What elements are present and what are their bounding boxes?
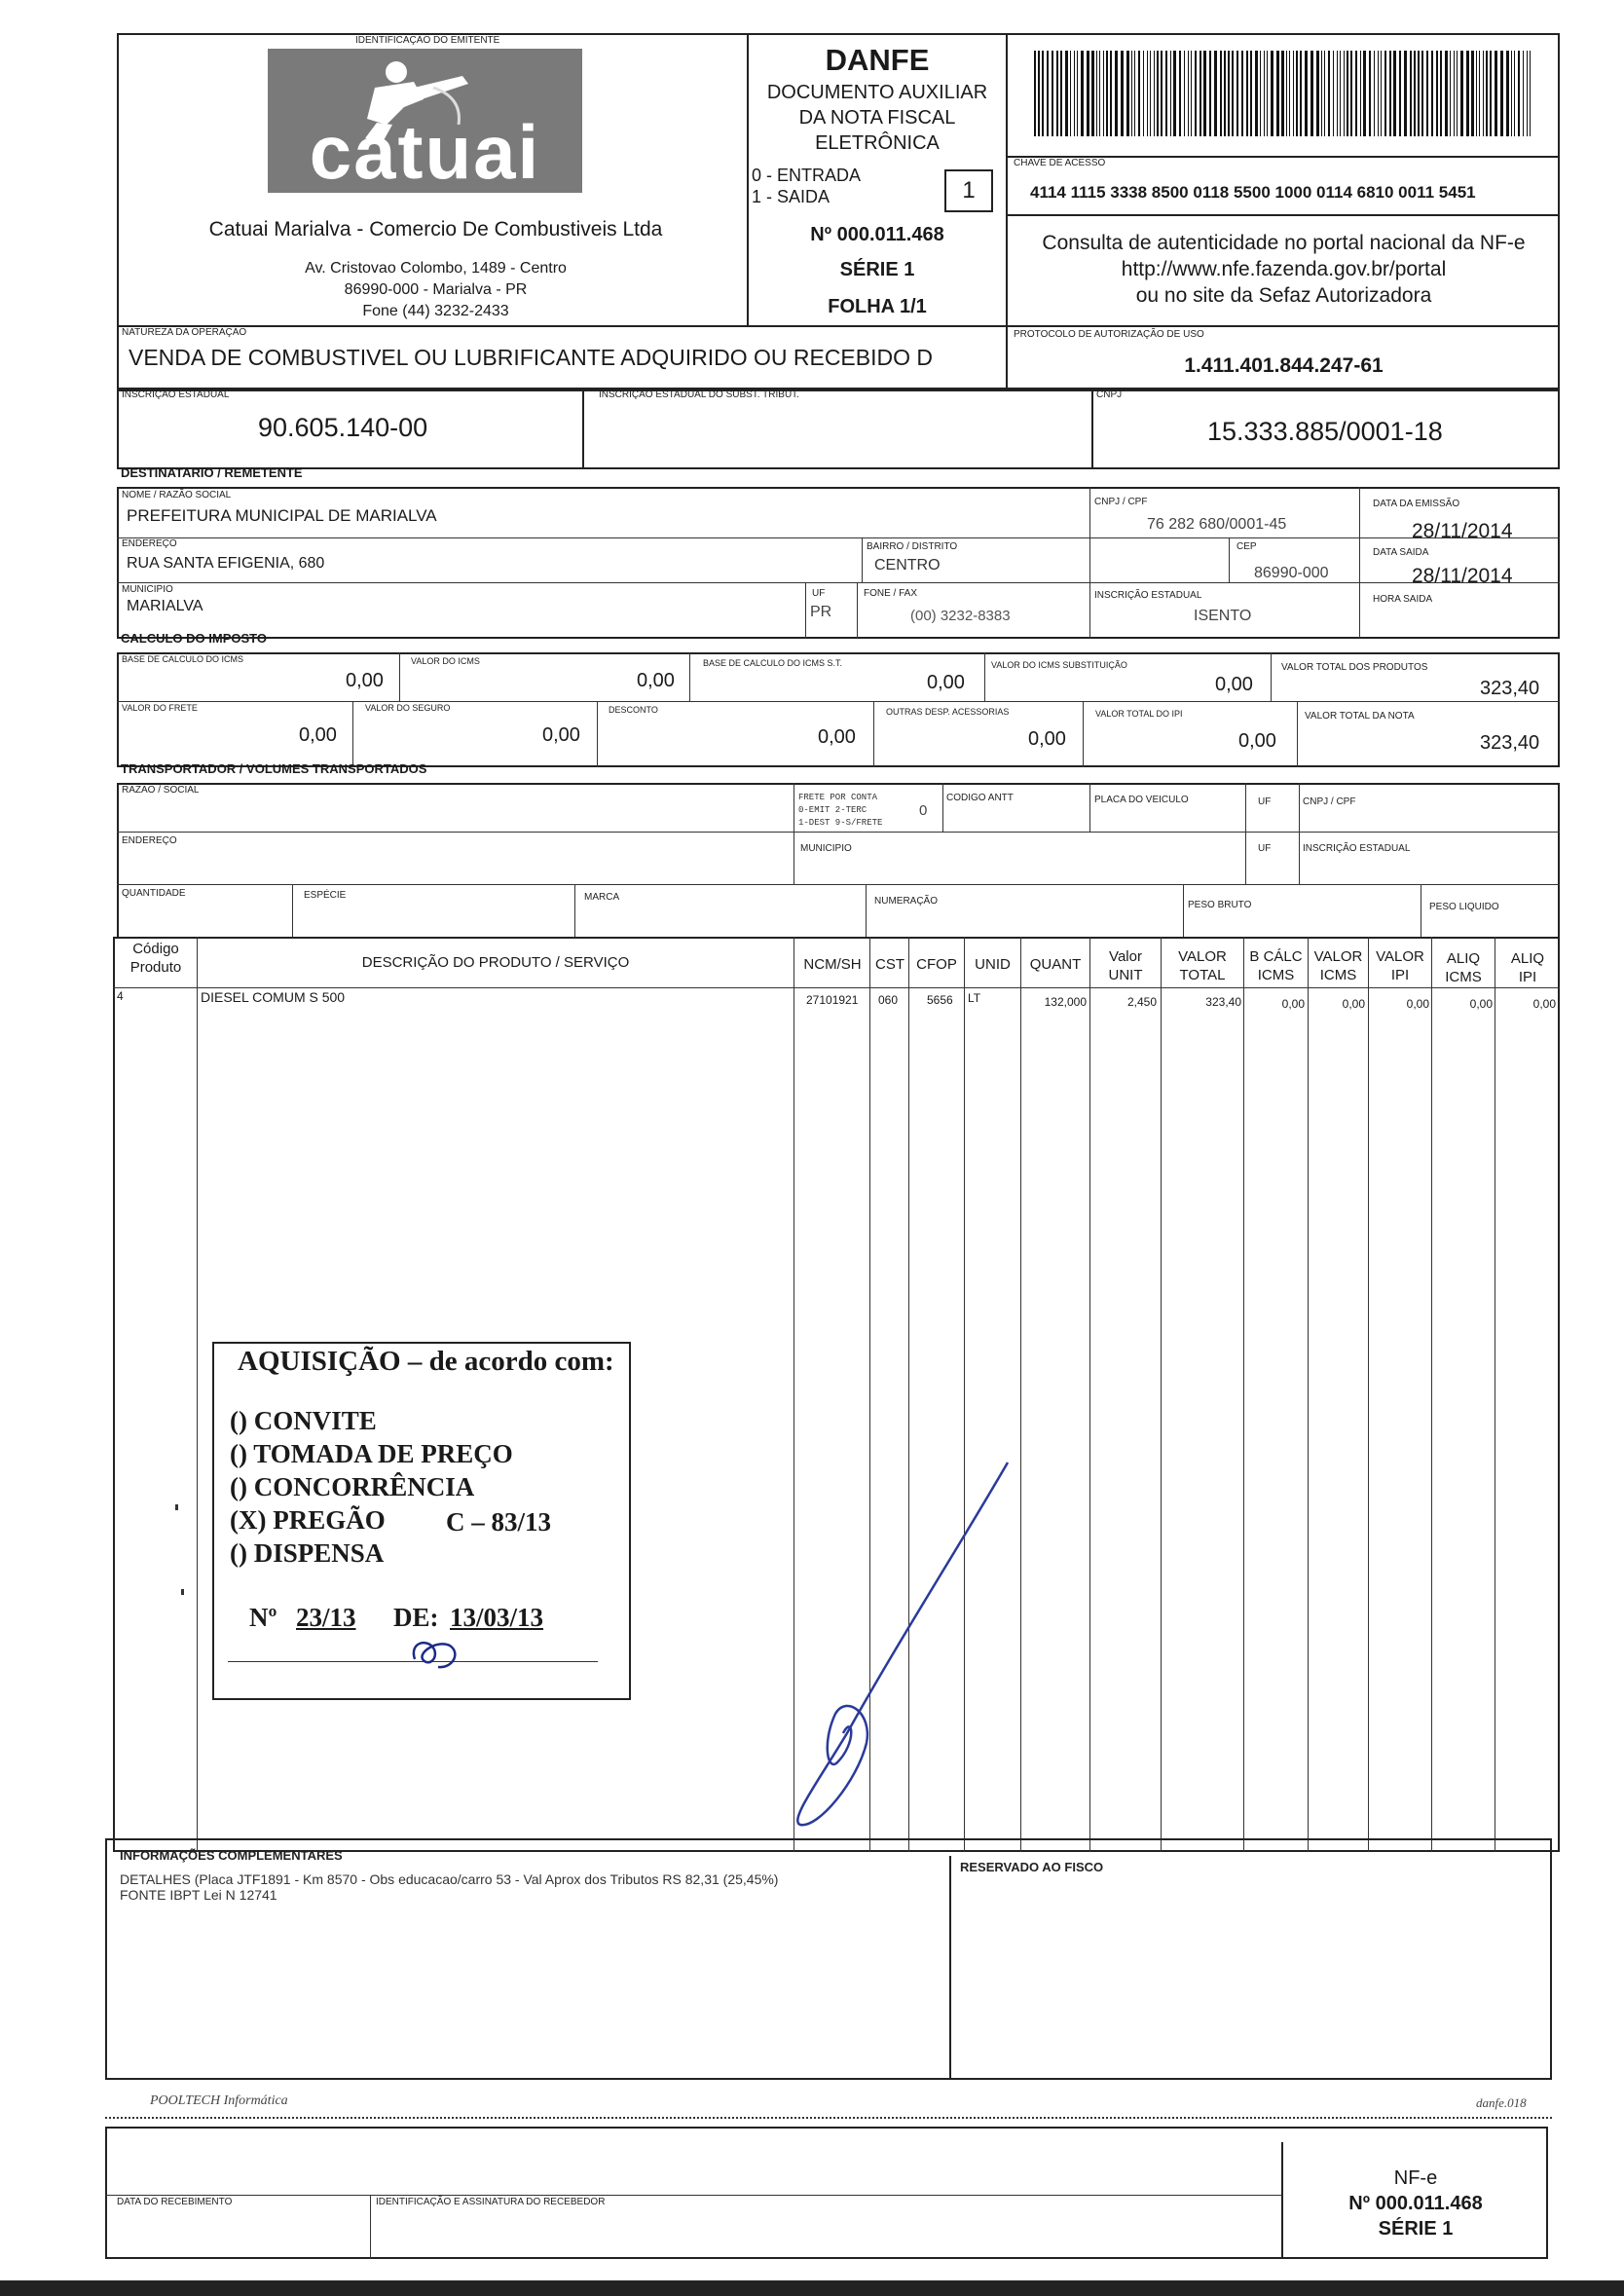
ipi-label: VALOR TOTAL DO IPI [1095, 709, 1183, 719]
dest-endereco-label: ENDEREÇO [122, 538, 177, 549]
item-aicms: 0,00 [1469, 997, 1493, 1011]
transp-razao-label: RAZÃO / SOCIAL [122, 785, 200, 796]
transp-uf-label: UF [1258, 796, 1272, 807]
dest-cnpj: 76 282 680/0001-45 [1147, 516, 1287, 533]
barcode-bar [1264, 51, 1265, 136]
chave-value: 4114 1115 3338 8500 0118 5500 1000 0114 6810 0011 5451 [1030, 183, 1476, 202]
transp-uf2-label: UF [1258, 843, 1272, 854]
barcode-bar [1490, 51, 1492, 136]
barcode-bar [1511, 51, 1512, 136]
barcode-bar [1232, 51, 1234, 136]
barcode-bar [1260, 51, 1261, 136]
danfe-subtitle-2: DA NOTA FISCAL [798, 107, 956, 129]
canhoto-assinatura-label: IDENTIFICAÇÃO E ASSINATURA DO RECEBEDOR [376, 2197, 606, 2207]
item-aipi: 0,00 [1532, 997, 1556, 1011]
barcode-bar [1384, 51, 1386, 136]
barcode-bar [1518, 51, 1520, 136]
th-codigo-1: Código [132, 941, 179, 957]
th-aicms-1: ALIQ [1446, 950, 1481, 967]
base-icms-label: BASE DE CALCULO DO ICMS [122, 654, 244, 664]
emitente-cep: 86990-000 - Marialva - PR [344, 281, 528, 298]
th-codigo-2: Produto [129, 959, 182, 976]
th-cst: CST [875, 956, 904, 973]
frete: 0,00 [299, 724, 337, 746]
canhoto-nfe: NF-e [1393, 2167, 1438, 2189]
desconto: 0,00 [818, 726, 856, 748]
th-aicms-2: ICMS [1445, 969, 1482, 985]
th-vipi-1: VALOR [1376, 948, 1424, 965]
barcode-bar [1466, 51, 1469, 136]
barcode-bar [1150, 51, 1151, 136]
barcode-bar [1506, 51, 1509, 136]
ipi: 0,00 [1238, 730, 1276, 752]
th-bcalc-2: ICMS [1257, 967, 1295, 983]
th-vicms-1: VALOR [1313, 948, 1363, 965]
outras: 0,00 [1028, 728, 1066, 750]
barcode-bar [1081, 51, 1084, 136]
barcode-bar [1131, 51, 1132, 136]
danfe-saida: 1 - SAIDA [752, 187, 830, 206]
stamp-opt-pregao: (X) PREGÃO [230, 1505, 386, 1535]
signature-icon [779, 1451, 1032, 1840]
dest-saida: 28/11/2014 [1412, 565, 1513, 587]
transp-antt-label: CODIGO ANTT [946, 793, 1014, 803]
emitente-label: IDENTIFICAÇÃO DO EMITENTE [355, 35, 500, 46]
barcode-bar [1224, 51, 1226, 136]
barcode-bar [1483, 51, 1484, 136]
valor-icms: 0,00 [637, 670, 675, 691]
th-quant: QUANT [1029, 956, 1082, 973]
dest-cep-label: CEP [1236, 541, 1257, 552]
th-aipi-2: IPI [1518, 969, 1537, 985]
natureza-value: VENDA DE COMBUSTIVEL OU LUBRIFICANTE ADQUIRIDO OU RECEBIDO D [129, 345, 934, 370]
barcode-bar [1436, 51, 1438, 136]
barcode-bar [1360, 51, 1361, 136]
dest-uf-label: UF [812, 588, 826, 599]
barcode-bar [1052, 51, 1053, 136]
barcode-bar [1209, 51, 1211, 136]
frete-label: VALOR DO FRETE [122, 703, 198, 713]
barcode-bar [1471, 51, 1474, 136]
barcode-bar [1350, 51, 1352, 136]
barcode-bar [1074, 51, 1075, 136]
th-vipi-2: IPI [1390, 967, 1410, 983]
dest-ie-label: INSCRIÇÃO ESTADUAL [1094, 590, 1202, 601]
item-codigo: 4 [117, 989, 124, 1003]
barcode-bar [1337, 51, 1338, 136]
barcode-bar [1530, 51, 1531, 136]
dest-fone: (00) 3232-8383 [910, 608, 1011, 624]
transp-especie-label: ESPÉCIE [304, 890, 347, 901]
item-vicms: 0,00 [1342, 997, 1365, 1011]
valor-icms-st: 0,00 [1215, 674, 1253, 695]
barcode-bar [1042, 51, 1044, 136]
barcode-bar [1410, 51, 1412, 136]
danfe-subtitle-3: ELETRÔNICA [815, 132, 940, 154]
barcode-bar [1378, 51, 1379, 136]
base-icms: 0,00 [346, 670, 384, 691]
barcode-bar [1321, 51, 1322, 136]
dest-emissao-label: DATA DA EMISSÃO [1373, 499, 1460, 509]
th-vunit-1: Valor [1109, 948, 1142, 965]
barcode-bar [1115, 51, 1118, 136]
barcode-bar [1241, 51, 1243, 136]
barcode-bar [1038, 51, 1040, 136]
barcode-bar [1103, 51, 1104, 136]
barcode-bar [1143, 51, 1144, 136]
outras-label: OUTRAS DESP. ACESSORIAS [886, 707, 1010, 717]
th-unid: UNID [975, 956, 1011, 973]
transportador-section: TRANSPORTADOR / VOLUMES TRANSPORTADOS [121, 761, 427, 776]
info-line-1: DETALHES (Placa JTF1891 - Km 8570 - Obs educacao/carro 53 - Val Aprox dos Tributos RS 82,31 (25,45%) [120, 1871, 779, 1887]
dest-saida-label: DATA SAIDA [1373, 547, 1429, 558]
barcode-bar [1450, 51, 1451, 136]
barcode-bar [1173, 51, 1176, 136]
transp-frete-line-3: 1-DEST 9-S/FRETE [798, 818, 883, 828]
barcode-bar [1523, 51, 1524, 136]
company-logo-text: catuai [309, 109, 541, 195]
cnpj-value: 15.333.885/0001-18 [1207, 417, 1443, 446]
dest-uf: PR [810, 604, 832, 620]
barcode-bar [1281, 51, 1284, 136]
barcode-bar [1296, 51, 1298, 136]
scan-mark [175, 1504, 178, 1510]
barcode-bar [1056, 51, 1058, 136]
canhoto-data-label: DATA DO RECEBIMENTO [117, 2197, 233, 2207]
scan-mark [181, 1589, 184, 1595]
base-icms-st-label: BASE DE CALCULO DO ICMS S.T. [703, 658, 843, 668]
base-icms-st: 0,00 [927, 672, 965, 693]
danfe-serie: SÉRIE 1 [839, 259, 915, 280]
dest-municipio-label: MUNICIPIO [122, 584, 173, 595]
barcode-bar [1157, 51, 1159, 136]
barcode-bar [1179, 51, 1181, 136]
barcode-bar [1389, 51, 1391, 136]
barcode-bar [1070, 51, 1071, 136]
danfe-tipo: 1 [962, 177, 976, 204]
software-credit: POOLTECH Informática [150, 2093, 288, 2108]
item-vunit: 2,450 [1126, 995, 1157, 1009]
stamp-opt-tomada: () TOMADA DE PREÇO [230, 1439, 513, 1468]
barcode-bar [1134, 51, 1135, 136]
barcode-bar [1034, 51, 1036, 136]
dest-bairro-label: BAIRRO / DISTRITO [867, 541, 958, 552]
barcode-bar [1289, 51, 1290, 136]
barcode-bar [1374, 51, 1375, 136]
danfe-title: DANFE [825, 43, 930, 77]
barcode-bar [1347, 51, 1348, 136]
item-cfop: 5656 [927, 993, 953, 1007]
barcode-bar [1421, 51, 1423, 136]
dest-ie: ISENTO [1194, 608, 1252, 624]
barcode-bar [1300, 51, 1302, 136]
chave-label: CHAVE DE ACESSO [1014, 158, 1106, 168]
barcode-bar [1495, 51, 1497, 136]
total-nota: 323,40 [1480, 732, 1540, 754]
cnpj-label: CNPJ [1096, 389, 1123, 400]
valor-icms-label: VALOR DO ICMS [411, 656, 480, 666]
barcode-bar [1203, 51, 1206, 136]
th-bcalc-1: B CÁLC [1249, 948, 1303, 965]
danfe-entrada: 0 - ENTRADA [752, 166, 862, 185]
seguro-label: VALOR DO SEGURO [365, 703, 451, 713]
barcode-bar [1184, 51, 1185, 136]
barcode-bar [1138, 51, 1140, 136]
item-ncm: 27101921 [806, 993, 859, 1007]
danfe-folha: FOLHA 1/1 [828, 296, 927, 317]
barcode-bar [1096, 51, 1097, 136]
cut-line [105, 2117, 1552, 2119]
ie-label: INSCRIÇÃO ESTADUAL [122, 389, 230, 400]
transp-numeracao-label: NUMERAÇÃO [874, 896, 939, 907]
barcode-bar [1414, 51, 1416, 136]
dest-nome-label: NOME / RAZÃO SOCIAL [122, 490, 232, 500]
total-produtos-label: VALOR TOTAL DOS PRODUTOS [1281, 662, 1428, 673]
th-vtotal-1: VALOR [1178, 948, 1227, 965]
barcode-bar [1255, 51, 1258, 136]
barcode-bar [1126, 51, 1129, 136]
barcode-bar [1316, 51, 1319, 136]
barcode-bar [1324, 51, 1325, 136]
transp-municipio-label: MUNICIPIO [800, 843, 852, 854]
seguro: 0,00 [542, 724, 580, 746]
ie-st-label: INSCRIÇÃO ESTADUAL DO SUBST. TRIBUT. [599, 389, 799, 400]
stamp-initials-icon [399, 1632, 477, 1677]
barcode-bar [1161, 51, 1163, 136]
transp-marca-label: MARCA [584, 892, 620, 903]
emitente-name: Catuai Marialva - Comercio De Combustiveis Ltda [208, 218, 663, 241]
item-vtotal: 323,40 [1205, 995, 1241, 1009]
stamp-opt-concorrencia: () CONCORRÊNCIA [230, 1472, 475, 1501]
barcode-bar [1065, 51, 1068, 136]
stamp-title: AQUISIÇÃO – de acordo com: [238, 1346, 614, 1377]
barcode-bar [1328, 51, 1330, 136]
dest-endereco: RUA SANTA EFIGENIA, 680 [127, 555, 325, 572]
barcode-bar [1170, 51, 1171, 136]
barcode-bar [1200, 51, 1201, 136]
th-aipi-1: ALIQ [1510, 950, 1545, 967]
barcode-bar [1500, 51, 1503, 136]
barcode-bar [1228, 51, 1230, 136]
dest-emissao: 28/11/2014 [1412, 520, 1513, 542]
barcode-bar [1381, 51, 1382, 136]
barcode-bar [1236, 51, 1238, 136]
th-ncm: NCM/SH [803, 956, 862, 973]
item-vipi: 0,00 [1406, 997, 1429, 1011]
barcode-bar [1154, 51, 1155, 136]
canhoto-serie: SÉRIE 1 [1378, 2218, 1454, 2240]
barcode-bar [1246, 51, 1248, 136]
barcode-bar [1344, 51, 1345, 136]
consulta-line-1: Consulta de autenticidade no portal nacional da NF-e [1042, 232, 1526, 254]
form-code: danfe.018 [1476, 2095, 1527, 2110]
transp-frete-line-2: 0-EMIT 2-TERC [798, 805, 867, 815]
barcode-bar [1060, 51, 1062, 136]
barcode-bar [1250, 51, 1252, 136]
emitente-address: Av. Cristovao Colombo, 1489 - Centro [305, 260, 567, 277]
barcode-bar [1418, 51, 1420, 136]
canhoto-numero: Nº 000.011.468 [1348, 2193, 1483, 2214]
scan-edge [0, 2280, 1624, 2296]
transp-placa-label: PLACA DO VEICULO [1094, 795, 1189, 805]
barcode-bar [1454, 51, 1455, 136]
barcode-bar [1457, 51, 1458, 136]
danfe-numero: Nº 000.011.468 [810, 224, 944, 245]
barcode-bar [1310, 51, 1313, 136]
transp-ie-label: INSCRIÇÃO ESTADUAL [1303, 843, 1411, 854]
imposto-section: CALCULO DO IMPOSTO [121, 631, 267, 646]
info-line-2: FONTE IBPT Lei N 12741 [120, 1887, 277, 1903]
fisco-label: RESERVADO AO FISCO [960, 1860, 1104, 1874]
destinatario-section: DESTINATARIO / REMETENTE [121, 465, 303, 480]
barcode-bar [1293, 51, 1294, 136]
barcode-bar [1399, 51, 1401, 136]
th-vtotal-2: TOTAL [1179, 967, 1226, 983]
total-nota-label: VALOR TOTAL DA NOTA [1305, 711, 1415, 722]
desconto-label: DESCONTO [609, 705, 658, 715]
barcode-bar [1110, 51, 1112, 136]
protocolo-value: 1.411.401.844.247-61 [1184, 354, 1384, 377]
barcode-bar [1393, 51, 1396, 136]
stamp-opt-dispensa: () DISPENSA [230, 1538, 385, 1568]
danfe-tipo-box [944, 169, 993, 212]
transp-endereco-label: ENDEREÇO [122, 835, 177, 846]
consulta-line-2: http://www.nfe.fazenda.gov.br/portal [1121, 258, 1447, 280]
barcode-bar [1340, 51, 1341, 136]
natureza-label: NATUREZA DA OPERAÇÃO [122, 327, 247, 338]
dest-bairro: CENTRO [874, 557, 941, 574]
ie-value: 90.605.140-00 [258, 413, 428, 442]
th-vunit-2: UNIT [1108, 967, 1143, 983]
barcode-bar [1479, 51, 1480, 136]
barcode-bar [1355, 51, 1357, 136]
barcode-bar [1106, 51, 1108, 136]
dest-cnpj-label: CNPJ / CPF [1094, 497, 1148, 507]
item-quant: 132,000 [1044, 995, 1087, 1009]
item-unid: LT [968, 991, 981, 1005]
barcode-bar [1527, 51, 1528, 136]
barcode-bar [1514, 51, 1515, 136]
dest-fone-label: FONE / FAX [864, 588, 918, 599]
barcode-bar [1091, 51, 1094, 136]
barcode-bar [1305, 51, 1308, 136]
barcode-bar [1121, 51, 1124, 136]
barcode-bar [1188, 51, 1189, 136]
stamp-numero-label: Nº [249, 1603, 277, 1632]
stamp-opt-convite: () CONVITE [230, 1406, 377, 1435]
barcode-bar [1286, 51, 1287, 136]
barcode-bar [1440, 51, 1442, 136]
barcode-bar [1214, 51, 1217, 136]
info-label: INFORMAÇÕES COMPLEMENTARES [120, 1848, 343, 1863]
transp-frete-value: 0 [919, 802, 928, 819]
acquisition-stamp [212, 1342, 631, 1700]
barcode-bar [1431, 51, 1433, 136]
barcode-bar [1077, 51, 1078, 136]
barcode-bar [1220, 51, 1222, 136]
total-produtos: 323,40 [1480, 678, 1540, 699]
barcode-bar [1404, 51, 1407, 136]
barcode-bar [1047, 51, 1049, 136]
dest-municipio: MARIALVA [127, 598, 203, 614]
barcode-bar [1426, 51, 1428, 136]
barcode-bar [1369, 51, 1371, 136]
th-descricao: DESCRIÇÃO DO PRODUTO / SERVIÇO [361, 954, 630, 971]
dest-nome: PREFEITURA MUNICIPAL DE MARIALVA [127, 506, 437, 525]
stamp-data-label: DE: [393, 1603, 439, 1632]
barcode-bar [1099, 51, 1100, 136]
barcode-bar [1476, 51, 1477, 136]
barcode-bar [1147, 51, 1148, 136]
stamp-data: 13/03/13 [450, 1603, 544, 1632]
stamp-numero: 23/13 [296, 1603, 356, 1632]
transp-quantidade-label: QUANTIDADE [122, 888, 186, 899]
item-cst: 060 [878, 993, 899, 1007]
barcode-bar [1333, 51, 1334, 136]
valor-icms-st-label: VALOR DO ICMS SUBSTITUIÇÃO [991, 660, 1127, 670]
transp-cnpj-label: CNPJ / CPF [1303, 796, 1356, 807]
item-bcalc: 0,00 [1281, 997, 1305, 1011]
stamp-opt-pregao-ref: C – 83/13 [446, 1507, 551, 1537]
protocolo-label: PROTOCOLO DE AUTORIZAÇÃO DE USO [1014, 329, 1204, 340]
barcode-bar [1165, 51, 1167, 136]
barcode-bar [1267, 51, 1268, 136]
barcode-bar [1460, 51, 1463, 136]
item-descricao: DIESEL COMUM S 500 [201, 989, 346, 1005]
barcode-bar [1363, 51, 1366, 136]
th-vicms-2: ICMS [1319, 967, 1357, 983]
transp-frete-line-1: FRETE POR CONTA [798, 793, 878, 802]
emitente-phone: Fone (44) 3232-2433 [362, 303, 509, 319]
transp-peso-liquido-label: PESO LIQUIDO [1429, 902, 1499, 912]
barcode-bar [1191, 51, 1192, 136]
barcode [1034, 51, 1534, 136]
barcode-bar [1271, 51, 1273, 136]
barcode-bar [1445, 51, 1448, 136]
th-cfop: CFOP [916, 956, 957, 973]
barcode-bar [1486, 51, 1488, 136]
barcode-bar [1087, 51, 1089, 136]
company-logo [268, 49, 582, 193]
dest-cep: 86990-000 [1254, 565, 1329, 581]
dest-hora-label: HORA SAIDA [1373, 594, 1433, 605]
consulta-line-3: ou no site da Sefaz Autorizadora [1135, 284, 1432, 307]
danfe-subtitle-1: DOCUMENTO AUXILIAR [766, 82, 988, 103]
barcode-bar [1276, 51, 1279, 136]
transp-peso-bruto-label: PESO BRUTO [1188, 900, 1252, 910]
barcode-bar [1195, 51, 1197, 136]
